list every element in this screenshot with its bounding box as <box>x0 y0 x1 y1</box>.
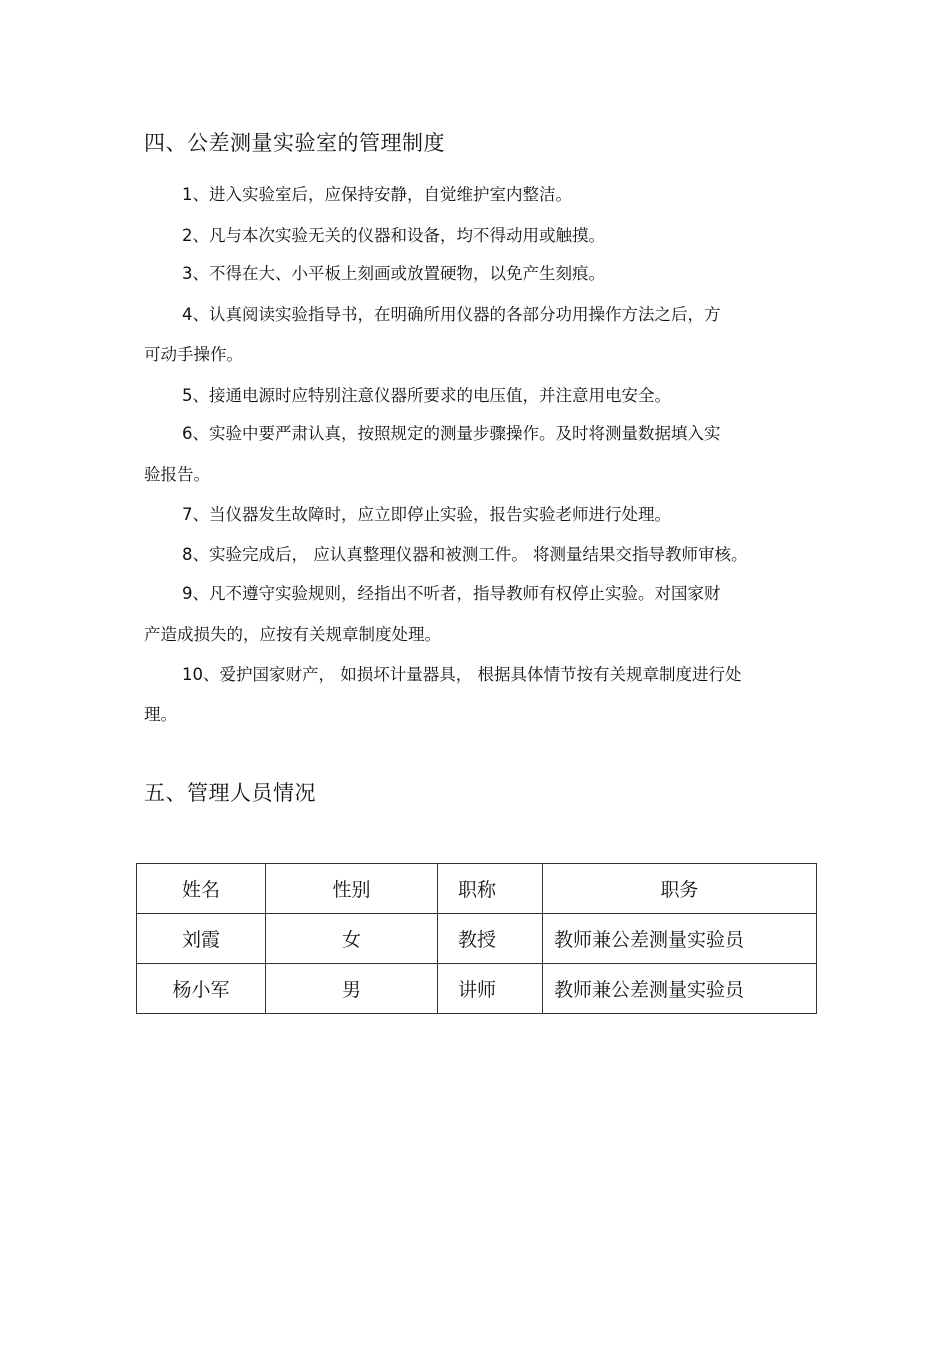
cell-name: 杨小军 <box>137 964 266 1014</box>
cell-title: 教授 <box>438 914 543 964</box>
rule-3: 3、不得在大、小平板上刻画或放置硬物，以免产生刻痕。 <box>182 264 605 283</box>
rule-2: 2、凡与本次实验无关的仪器和设备，均不得动用或触摸。 <box>182 226 605 245</box>
rule-4: 4、认真阅读实验指导书，在明确所用仪器的各部分功用操作方法之后，方 <box>182 305 721 324</box>
rule-1: 1、进入实验室后，应保持安静，自觉维护室内整洁。 <box>182 185 572 204</box>
cell-position: 教师兼公差测量实验员 <box>543 914 817 964</box>
rule-6-continuation: 验报告。 <box>144 465 210 484</box>
header-gender: 性别 <box>266 864 438 914</box>
cell-gender: 女 <box>266 914 438 964</box>
cell-name: 刘霞 <box>137 914 266 964</box>
header-title: 职称 <box>438 864 543 914</box>
rule-4-continuation: 可动手操作。 <box>144 345 243 364</box>
rule-8: 8、实验完成后， 应认真整理仪器和被测工件。 将测量结果交指导教师审核。 <box>182 545 748 564</box>
header-name: 姓名 <box>137 864 266 914</box>
cell-title: 讲师 <box>438 964 543 1014</box>
rule-10: 10、爱护国家财产， 如损坏计量器具， 根据具体情节按有关规章制度进行处 <box>182 665 742 684</box>
table-header-row <box>137 864 817 914</box>
section-5-heading: 五、管理人员情况 <box>144 781 316 805</box>
rule-5: 5、接通电源时应特别注意仪器所要求的电压值，并注意用电安全。 <box>182 386 671 405</box>
staff-table <box>136 863 817 1014</box>
section-4-heading: 四、公差测量实验室的管理制度 <box>144 131 445 155</box>
rule-6: 6、实验中要严肃认真，按照规定的测量步骤操作。及时将测量数据填入实 <box>182 424 721 443</box>
header-position: 职务 <box>543 864 817 914</box>
rule-10-continuation: 理。 <box>144 705 177 724</box>
table-row <box>137 914 817 964</box>
rule-7: 7、当仪器发生故障时，应立即停止实验，报告实验老师进行处理。 <box>182 505 671 524</box>
rule-9-continuation: 产造成损失的，应按有关规章制度处理。 <box>144 625 441 644</box>
table-row <box>137 964 817 1014</box>
cell-gender: 男 <box>266 964 438 1014</box>
cell-position: 教师兼公差测量实验员 <box>543 964 817 1014</box>
rule-9: 9、凡不遵守实验规则，经指出不听者，指导教师有权停止实验。对国家财 <box>182 584 721 603</box>
